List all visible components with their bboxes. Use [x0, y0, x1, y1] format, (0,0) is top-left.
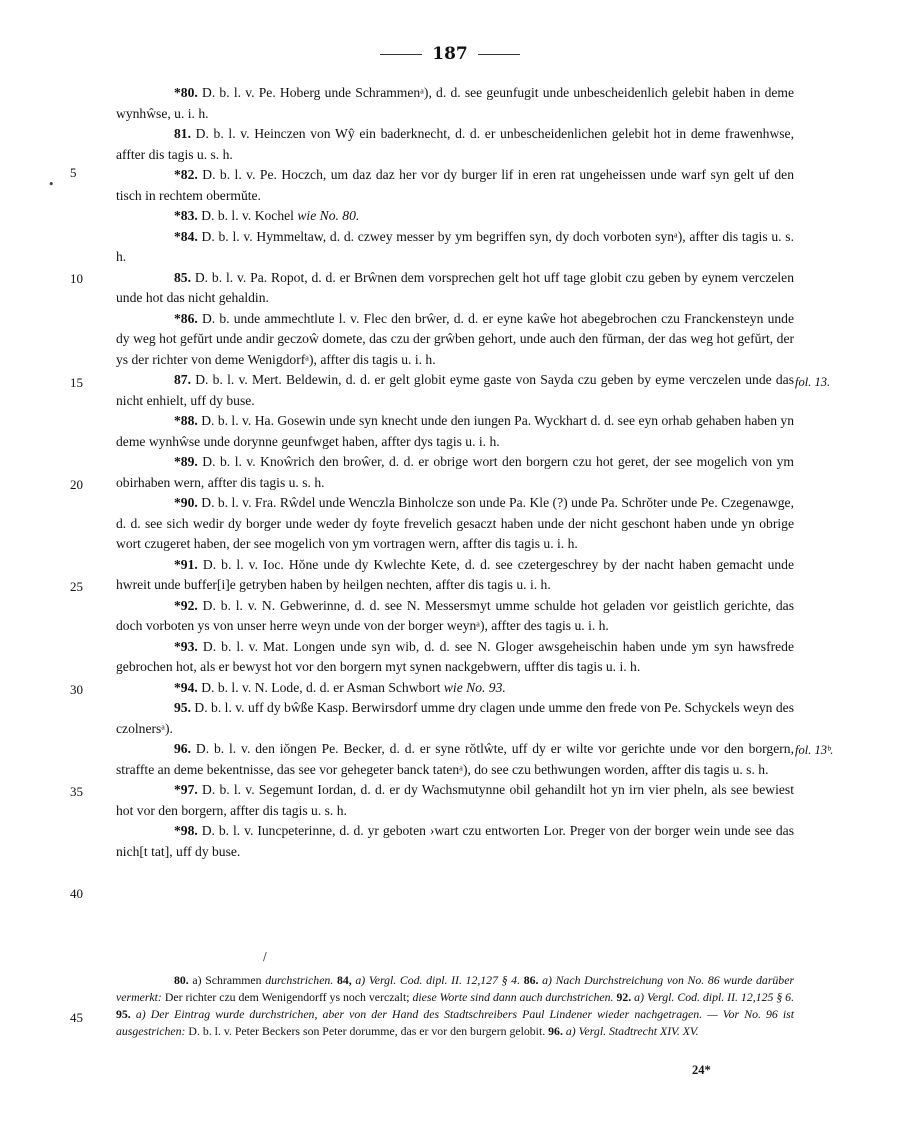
- entry-number: *97.: [174, 782, 198, 797]
- entry-number: *88.: [174, 413, 198, 428]
- entry-paragraph: [116, 206, 794, 227]
- entry-number: *86.: [174, 310, 198, 326]
- entry-text: D. b. l. v. Mert. Beldewin, d. d. er gelt globit eyme gaste von Sayda czu geben by eyme verczelen unde das nicht enhielt, uff dy buse.: [116, 372, 794, 408]
- line-number: 10: [70, 271, 83, 286]
- entry-number: 87.: [174, 372, 191, 387]
- header-rule-left: [380, 54, 422, 55]
- entry-number: *84.: [174, 228, 198, 244]
- entry-number: 81.: [174, 126, 191, 141]
- entry-italic-ref: wie No. 80.: [297, 208, 360, 223]
- footnote-text: durchstrichen.: [265, 973, 334, 987]
- entry-text: D. b. l. v. Mat. Longen unde syn wib, d. d. see N. Gloger awsgeheischin haben unde ym syn hawsfrede gebrochen hot, als er bewyst hot vor den borgern myt synen nackgebwern, uffter dis tagis u. i. h.: [116, 638, 794, 674]
- entry-text: D. b. l. v. Heinczen von Wŷ ein baderknecht, d. d. er unbescheidenlichen gelebit hot in deme frawenhwse, affter dis tagis u. s. h.: [116, 126, 794, 162]
- line-number: 15: [70, 375, 83, 390]
- line-number: 25: [70, 579, 83, 594]
- entry-paragraph: [116, 678, 794, 699]
- entry-paragraph: [116, 780, 794, 821]
- entry-paragraph: [116, 227, 794, 268]
- line-number: 40: [70, 886, 83, 901]
- footnote-text: a) Vergl. Cod. dipl. II. 12,125 § 6.: [634, 990, 795, 1004]
- footnote-text: Der richter czu dem Wenigendorff ys noch verczalt;: [164, 990, 410, 1004]
- line-number: 35: [70, 784, 83, 799]
- footnote-ref: 84,: [336, 973, 352, 987]
- entry-paragraph: [116, 268, 794, 309]
- footnote-text: a) Nach Durchstreichung von No. 86 wurde darüber vermerkt:: [116, 973, 795, 1004]
- line-number: 45: [70, 1010, 83, 1025]
- entry-text: D. b. l. v. Iuncpeterinne, d. d. yr geboten ›wart czu entworten Lor. Preger von der borger wein unde see das nich[t tat], uff dy buse.: [116, 823, 794, 859]
- footnote-text: a) Vergl. Stadtrecht XIV. XV.: [565, 1024, 699, 1038]
- entry-text: D. b. l. v. Fra. Rŵdel unde Wenczla Binholcze son unde Pa. Kle (?) unde Pa. Schrŏter unde Pe. Czegenawge, d. d. see sich wedir dy borger unde weder dy foyte frevelich gesaczt haben unde der nicht geschont haben unde yn obrige wort czugeret haben, der see mogelich von ym vortragen wern, affter dis tagis u. i. h.: [116, 495, 794, 551]
- entry-text: D. b. l. v. Hymmeltaw, d. d. czwey messer by ym begriffen syn, dy doch vorboten synᵃ), affter dis tagis u. s. h.: [116, 228, 794, 264]
- footnote-ref: 95.: [116, 1007, 131, 1021]
- line-number: 5: [70, 165, 77, 180]
- entry-paragraph: [116, 637, 794, 678]
- footnote-text: a) Der Eintrag wurde durchstrichen, aber von der Hand des Stadtschreibers Paul Lindener wieder nachgetragen. — Vor No. 96 ist ausgestrichen:: [116, 1007, 795, 1038]
- entry-number: 85.: [174, 269, 191, 285]
- stray-dot: •: [48, 178, 55, 191]
- entry-number: *90.: [174, 495, 198, 510]
- footnote-ref: 96.: [548, 1024, 563, 1038]
- header-rule-right: [478, 54, 520, 55]
- entry-number: 96.: [174, 741, 191, 756]
- entry-number: *80.: [174, 85, 198, 100]
- entry-italic-ref: wie No. 93.: [443, 679, 506, 695]
- entry-paragraph: [116, 124, 794, 165]
- entry-number: *91.: [174, 556, 198, 572]
- entry-number: *83.: [174, 208, 198, 223]
- footnote-text: diese Worte sind dann auch durchstrichen.: [412, 990, 614, 1004]
- entry-paragraph: [116, 739, 794, 780]
- entry-text: D. b. l. v. N. Gebwerinne, d. d. see N. Messersmyt umme schulde hot geladen vor geistlich gerichte, das doch vorboten ys von unser herre weyn unde von der borger weynᵃ), affter des tagis u. i. h.: [116, 597, 794, 633]
- footnote-ref: 92.: [616, 990, 632, 1004]
- entry-text: D. b. l. v. Ha. Gosewin unde syn knecht unde den iungen Pa. Wyckhart d. d. see eyn orhab gehaben haben yn deme wynhŵse unde dorynne geunfwget haben, affter dys tagis u. i. h.: [116, 413, 794, 449]
- entry-text: D. b. l. v. uff dy bŵße Kasp. Berwirsdorf umme dry clagen unde umme den frede von Pe. Schyckels weyn des czolnersᵃ).: [116, 700, 794, 736]
- entry-number: *82.: [174, 167, 198, 182]
- entry-paragraph: [116, 596, 794, 637]
- signature-mark: 24*: [692, 1063, 711, 1077]
- footnote-ref: 80.: [174, 973, 189, 987]
- entry-paragraph: [116, 493, 794, 555]
- entry-text: D. b. unde ammechtlute l. v. Flec den brŵer, d. d. er eyne kaŵe hot abegebrochen czu Franckensteyn unde dy weg hot gefŭrt unde andir geczoŵ domete, das czu der grŵben gehort, unde auch den fŭrman, der das weg hot gefŭrt, der ys der richter von deme Wenigdorfᵃ), affter dis tagis u. i. h.: [116, 310, 794, 367]
- footnote-text: a) Schrammen: [192, 973, 262, 987]
- entry-paragraph: [116, 83, 794, 124]
- entry-paragraph: [116, 165, 794, 206]
- margin-folio-note: fol. 13.: [795, 375, 831, 389]
- entry-text: D. b. l. v. den iŏngen Pe. Becker, d. d. er syne rŏtlŵte, uff dy er wilte vor gerichte unde vor den borgern, straffte an deme bekentnisse, das see vor gehegeter banck tatenᵃ), do see czu bethwungen worden, affter dis tagis u. s. h.: [116, 741, 794, 777]
- page-header: [0, 44, 900, 64]
- entry-paragraph: [116, 821, 794, 862]
- entries-body: [116, 83, 794, 862]
- entry-paragraph: [116, 698, 794, 739]
- entry-paragraph: [116, 370, 794, 411]
- page-number: 187: [432, 44, 468, 64]
- line-number: 20: [70, 477, 83, 492]
- entry-number: *94.: [174, 679, 198, 695]
- entry-text: D. b. l. v. Pe. Hoczch, um daz daz her vor dy burger lif in eren rat ungeheissen unde warf syn gelt uf den tisch in rechtem obermŭte.: [116, 167, 794, 203]
- entry-number: *89.: [174, 454, 198, 469]
- entry-number: *98.: [174, 823, 198, 838]
- entry-number: *92.: [174, 597, 198, 613]
- entry-paragraph: [116, 411, 794, 452]
- entry-text: D. b. l. v. Pa. Ropot, d. d. er Brŵnen dem vorsprechen gelt hot uff tage globit czu geben by eynem verczelen unde hot das nicht gehaldin.: [116, 269, 794, 305]
- entry-text: D. b. l. v. Knoŵrich den broŵer, d. d. er obrige wort den borgern czu hot geret, der see mogelich von ym obirhaben wern, affter dis tagis u. s. h.: [116, 454, 794, 490]
- entry-text: D. b. l. v. Pe. Hoberg unde Schrammenᵃ), d. d. see geunfugit unde unbescheidenlich gelebit haben in deme wynhŵse, u. i. h.: [116, 85, 795, 121]
- entry-paragraph: [116, 555, 794, 596]
- footnote-ref: 86.: [523, 973, 539, 987]
- footnotes: [116, 972, 794, 1040]
- stray-mark: /: [263, 950, 267, 963]
- line-number: 30: [70, 682, 83, 697]
- entry-paragraph: [116, 309, 794, 371]
- footnote-text: D. b. l. v. Peter Beckers son Peter dorumme, das er vor den burgern gelobit.: [188, 1024, 546, 1038]
- entry-number: *93.: [174, 638, 198, 654]
- margin-folio-note: fol. 13ᵇ.: [795, 743, 834, 757]
- entry-text: D. b. l. v. Segemunt Iordan, d. d. er dy Wachsmutynne obil gehandilt hot yn irn vier pheln, als see bewiest hot vor den borgern, affter dis tagis u. s. h.: [116, 782, 794, 818]
- entry-text: D. b. l. v. Ioc. Hŏne unde dy Kwlechte Kete, d. d. see czetergeschrey by der nacht haben gemacht unde hwreit unde buffer[i]e getryben haben by heilgen nechten, affter dis tagis u. i. h.: [116, 556, 794, 592]
- entry-text: D. b. l. v. Kochel: [201, 208, 294, 223]
- entry-paragraph: [116, 452, 794, 493]
- footnote-text: a) Vergl. Cod. dipl. II. 12,127 § 4.: [355, 973, 521, 987]
- entry-text: D. b. l. v. N. Lode, d. d. er Asman Schwbort: [201, 679, 441, 695]
- entry-number: 95.: [174, 700, 191, 715]
